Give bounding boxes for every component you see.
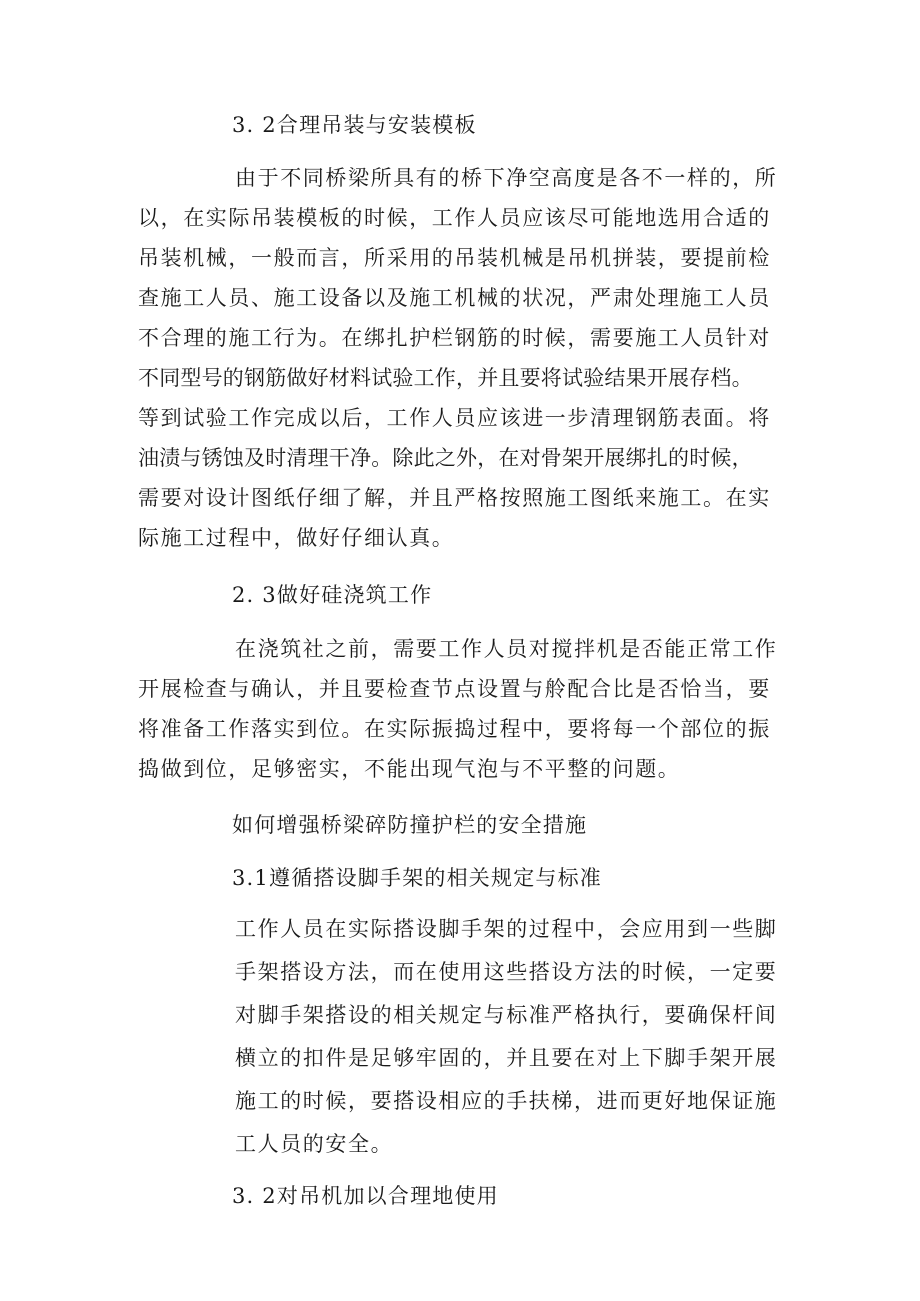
paragraph-line: 油渍与锈蚀及时清理干净。除此之外，在对骨架开展绑扎的时候，	[138, 446, 753, 470]
paragraph-line: 工作人员在实际搭设脚手架的过程中，会应用到一些脚	[235, 917, 778, 941]
section-heading: 3. 2对吊机加以合理地使用	[232, 1184, 499, 1208]
paragraph-line: 际施工过程中，做好仔细认真。	[138, 526, 455, 550]
section-heading: 3.1遵循搭设脚手架的相关规定与标准	[232, 866, 602, 890]
paragraph-line: 工人员的安全。	[235, 1132, 394, 1156]
paragraph-line: 吊装机械，一般而言，所采用的吊装机械是吊机拼装，要提前检	[138, 246, 771, 270]
paragraph-line: 不同型号的钢筋做好材料试验工作，并且要将试验结果开展存档。	[138, 366, 753, 390]
paragraph-line: 手架搭设方法，而在使用这些搭设方法的时候，一定要	[235, 960, 778, 984]
paragraph-line: 横立的扣件是足够牢固的，并且要在对上下脚手架开展	[235, 1046, 778, 1070]
paragraph-line: 不合理的施工行为。在绑扎护栏钢筋的时候，需要施工人员针对	[138, 326, 771, 350]
paragraph-line: 需要对设计图纸仔细了解，并且严格按照施工图纸来施工。在实	[138, 486, 771, 510]
section-heading: 3. 2合理吊装与安装模板	[232, 113, 477, 137]
section-heading: 如何增强桥梁碎防撞护栏的安全措施	[232, 813, 588, 837]
paragraph-line: 以，在实际吊装模板的时候，工作人员应该尽可能地选用合适的	[138, 206, 771, 230]
paragraph-line: 查施工人员、施工设备以及施工机械的状况，严肃处理施工人员	[138, 286, 771, 310]
paragraph-line: 施工的时候，要搭设相应的手扶梯，进而更好地保证施	[235, 1089, 778, 1113]
paragraph-line: 由于不同桥梁所具有的桥下净空高度是各不一样的，所	[235, 166, 778, 190]
paragraph-line: 开展检查与确认，并且要检查节点设置与舲配合比是否恰当，要	[138, 677, 771, 701]
paragraph-line: 对脚手架搭设的相关规定与标准严格执行，要确保杆间	[235, 1003, 778, 1027]
section-heading: 2. 3做好硅浇筑工作	[232, 583, 433, 607]
paragraph-line: 在浇筑社之前，需要工作人员对搅拌机是否能正常工作	[235, 637, 778, 661]
paragraph-line: 捣做到位，足够密实，不能出现气泡与不平整的问题。	[138, 757, 681, 781]
paragraph-line: 等到试验工作完成以后，工作人员应该进一步清理钢筋表面。将	[138, 406, 771, 430]
paragraph-line: 将准备工作落实到位。在实际振捣过程中，要将每一个部位的振	[138, 717, 771, 741]
